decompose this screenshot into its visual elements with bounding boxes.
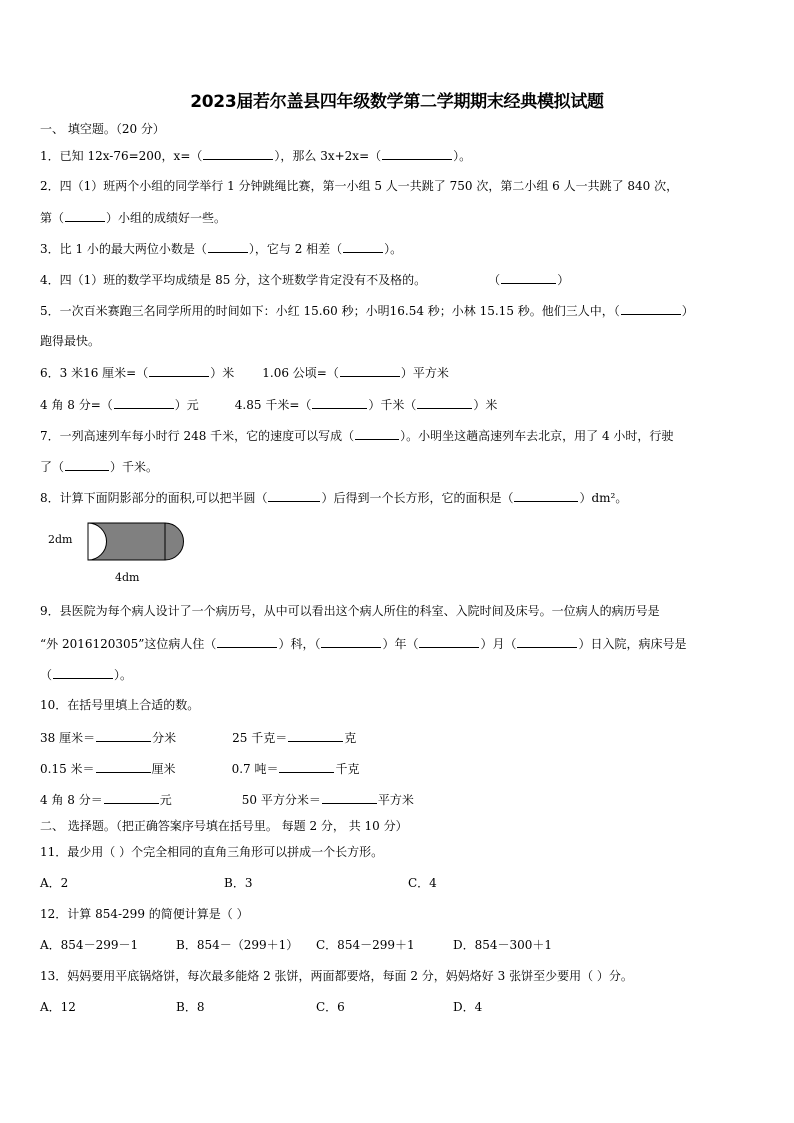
- answer-blank[interactable]: [340, 364, 400, 377]
- answer-blank[interactable]: [621, 302, 681, 315]
- option-c[interactable]: C．6: [316, 1000, 345, 1014]
- question-8: 8．计算下面阴影部分的面积,可以把半圆（ ）后得到一个长方形，它的面积是（ ）dm²。: [40, 491, 628, 505]
- answer-blank[interactable]: [53, 666, 113, 679]
- answer-blank[interactable]: [355, 427, 399, 440]
- question-10-row-2: 0.15 米＝ 厘米 0.7 吨＝ 千克: [40, 762, 360, 776]
- answer-blank[interactable]: [514, 489, 578, 502]
- answer-blank[interactable]: [417, 396, 472, 409]
- option-b[interactable]: B．854－（299＋1）: [176, 938, 299, 952]
- answer-blank[interactable]: [322, 791, 377, 804]
- answer-blank[interactable]: [65, 209, 105, 222]
- answer-blank[interactable]: [268, 489, 320, 502]
- question-9-line-2: “外 2016120305”这位病人住（ ）科，（ ）年（ ）月（ ）日入院，病床号是: [40, 637, 687, 651]
- question-9-line-3: （ ）。: [40, 668, 133, 682]
- question-11-stem: 11．最少用（ ）个完全相同的直角三角形可以拼成一个长方形。: [40, 845, 384, 859]
- question-5-line-1: 5．一次百米赛跑三名同学所用的时间如下：小红 15.60 秒；小明16.54 秒；小林 15.15 秒。他们三人中，（ ）: [40, 304, 694, 318]
- question-4: 4．四（1）班的数学平均成绩是 85 分，这个班数学肯定没有不及格的。 （ ）: [40, 273, 570, 287]
- answer-blank[interactable]: [114, 396, 174, 409]
- option-c[interactable]: C．854－299＋1: [316, 938, 415, 952]
- answer-blank[interactable]: [208, 240, 248, 253]
- question-6-line-2: 4 角 8 分=（ ）元 4.85 千米=（ ）千米（ ）米: [40, 398, 498, 412]
- question-10-row-1: 38 厘米＝ 分米 25 千克＝ 克: [40, 731, 357, 745]
- answer-blank[interactable]: [501, 271, 556, 284]
- option-a[interactable]: A．854－299－1: [40, 938, 139, 952]
- option-a[interactable]: A．2: [40, 876, 69, 890]
- question-12-options: [40, 937, 552, 953]
- shaded-semicircle: [165, 523, 183, 560]
- question-13-options: [40, 999, 482, 1015]
- answer-blank[interactable]: [419, 635, 479, 648]
- question-13-stem: 13．妈妈要用平底锅烙饼，每次最多能烙 2 张饼，两面都要烙，每面 2 分，妈妈烙好 3 张饼至少要用（ ）分。: [40, 969, 633, 983]
- question-6-line-1: 6．3 米16 厘米=（ ）米 1.06 公顷=（ ）平方米: [40, 366, 449, 380]
- section-2-header: 二、 选择题。（把正确答案序号填在括号里。 每题 2 分， 共 10 分）: [40, 819, 408, 833]
- page-title: 2023届若尔盖县四年级数学第二学期期末经典模拟试题: [190, 92, 604, 112]
- answer-blank[interactable]: [149, 364, 209, 377]
- shaded-shape-diagram: [40, 521, 200, 565]
- answer-blank[interactable]: [217, 635, 277, 648]
- answer-blank[interactable]: [279, 760, 334, 773]
- section-1-header: 一、 填空题。（20 分）: [40, 122, 165, 136]
- question-10-header: 10．在括号里填上合适的数。: [40, 698, 200, 712]
- answer-blank[interactable]: [96, 760, 151, 773]
- answer-blank[interactable]: [104, 791, 159, 804]
- answer-blank[interactable]: [517, 635, 577, 648]
- answer-blank[interactable]: [321, 635, 381, 648]
- answer-blank[interactable]: [96, 729, 151, 742]
- question-7-line-1: 7．一列高速列车每小时行 248 千米，它的速度可以写成（ ）。小明坐这趟高速列车去北京，用了 4 小时，行驶: [40, 429, 674, 443]
- option-c[interactable]: C．4: [408, 876, 437, 890]
- question-10-row-3: 4 角 8 分＝ 元 50 平方分米＝ 平方米: [40, 793, 414, 807]
- option-d[interactable]: D．854－300＋1: [453, 938, 553, 952]
- answer-blank[interactable]: [203, 147, 273, 160]
- figure-height-label: 2dm: [48, 533, 73, 546]
- answer-blank[interactable]: [65, 458, 109, 471]
- answer-blank[interactable]: [312, 396, 367, 409]
- question-7-line-2: 了（ ）千米。: [40, 460, 159, 474]
- question-2-line-1: 2．四（1）班两个小组的同学举行 1 分钟跳绳比赛，第一小组 5 人一共跳了 750 次，第二小组 6 人一共跳了 840 次，: [40, 179, 679, 193]
- option-d[interactable]: D．4: [453, 1000, 483, 1014]
- shaded-area-figure: [40, 521, 200, 589]
- question-1: 1．已知 12x-76=200，x=（ ），那么 3x+2x=（ ）。: [40, 149, 472, 163]
- question-12-stem: 12．计算 854-299 的简便计算是（ ）: [40, 907, 249, 921]
- option-b[interactable]: B．3: [224, 876, 253, 890]
- question-2-line-2: 第（ ）小组的成绩好一些。: [40, 211, 227, 225]
- question-9-line-1: 9．县医院为每个病人设计了一个病历号，从中可以看出这个病人所住的科室、入院时间及床号。一位病人的病历号是: [40, 604, 660, 618]
- figure-width-label: 4dm: [115, 571, 140, 584]
- question-5-line-2: 跑得最快。: [40, 334, 101, 348]
- option-a[interactable]: A．12: [40, 1000, 76, 1014]
- answer-blank[interactable]: [288, 729, 343, 742]
- question-11-options: [40, 875, 437, 891]
- question-3: 3．比 1 小的最大两位小数是（ ），它与 2 相差（ ）。: [40, 242, 403, 256]
- option-b[interactable]: B．8: [176, 1000, 205, 1014]
- answer-blank[interactable]: [382, 147, 452, 160]
- answer-blank[interactable]: [343, 240, 383, 253]
